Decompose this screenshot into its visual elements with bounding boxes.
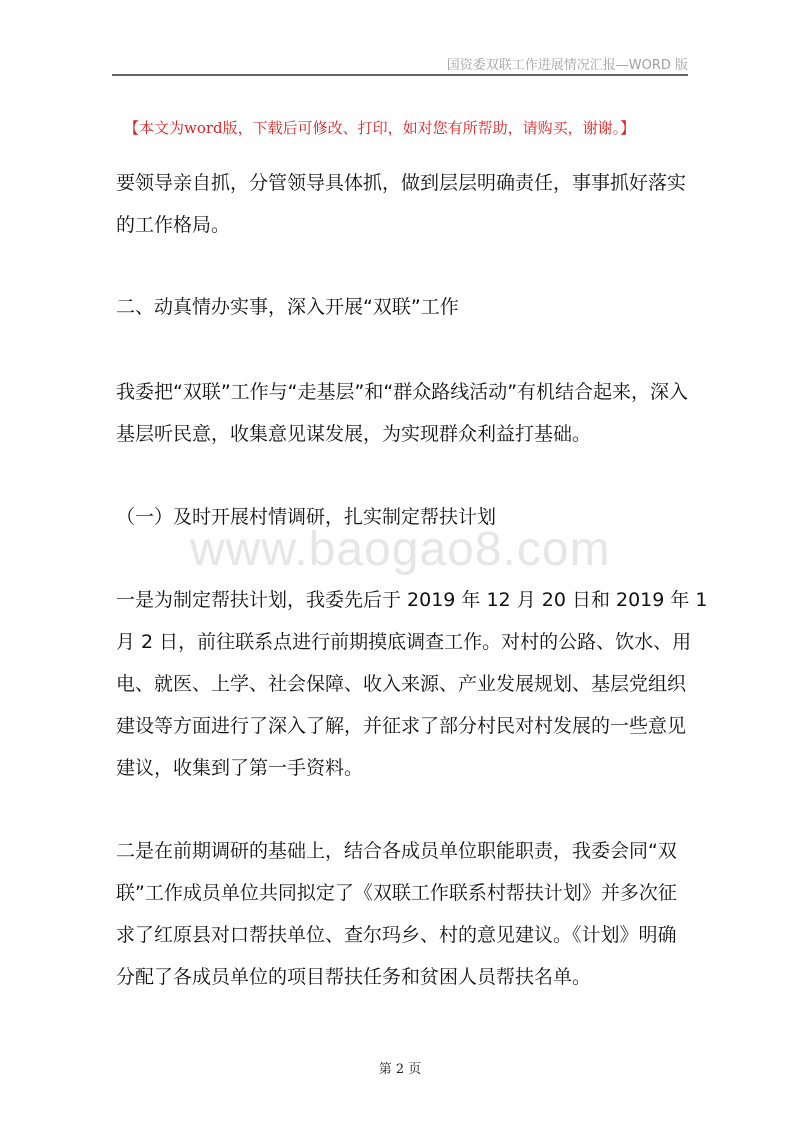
paragraph bbox=[116, 579, 708, 789]
paragraph bbox=[116, 371, 688, 455]
text-line: 一是为制定帮扶计划，我委先后于 2019 年 12 月 20 日和 2019 年 1 bbox=[116, 589, 708, 611]
text-line: 建设等方面进行了深入了解，并征求了部分村民对村发展的一些意见 bbox=[116, 715, 687, 737]
download-notice: 【本文为word版，下载后可修改、打印，如对您有所帮助，请购买，谢谢。】 bbox=[124, 119, 636, 137]
paragraph bbox=[116, 162, 686, 246]
text-line: （一）及时开展村情调研，扎实制定帮扶计划 bbox=[116, 506, 497, 528]
running-header: 国资委双联工作进展情况汇报—WORD 版 bbox=[446, 58, 688, 73]
text-line: 联”工作成员单位共同拟定了《双联工作联系村帮扶计划》并多次征 bbox=[116, 882, 677, 904]
subsection-heading bbox=[116, 496, 496, 538]
text-line: 电、就医、上学、社会保障、收入来源、产业发展规划、基层党组织 bbox=[116, 673, 687, 695]
page-number: 第 2 页 bbox=[378, 1062, 422, 1077]
section-heading bbox=[116, 286, 459, 328]
paragraph bbox=[116, 830, 677, 998]
text-line: 二是在前期调研的基础上，结合各成员单位职能职责，我委会同“双 bbox=[116, 840, 677, 862]
text-line: 要领导亲自抓，分管领导具体抓，做到层层明确责任，事事抓好落实 bbox=[116, 172, 687, 194]
text-line: 我委把“双联”工作与“走基层”和“群众路线活动”有机结合起来，深入 bbox=[116, 381, 689, 403]
text-line: 二、动真情办实事，深入开展“双联”工作 bbox=[116, 296, 459, 318]
text-line: 的工作格局。 bbox=[116, 214, 231, 236]
text-line: 求了红原县对口帮扶单位、查尔玛乡、村的意见建议。《计划》明确 bbox=[116, 924, 677, 946]
text-line: 月 2 日，前往联系点进行前期摸底调查工作。对村的公路、饮水、用 bbox=[116, 631, 692, 653]
text-line: 建议，收集到了第一手资料。 bbox=[116, 757, 364, 779]
text-line: 基层听民意，收集意见谋发展，为实现群众利益打基础。 bbox=[116, 423, 592, 445]
text-line: 分配了各成员单位的项目帮扶任务和贫困人员帮扶名单。 bbox=[116, 966, 592, 988]
watermark: www.baogao8.com bbox=[190, 523, 611, 576]
header-divider bbox=[112, 74, 688, 76]
